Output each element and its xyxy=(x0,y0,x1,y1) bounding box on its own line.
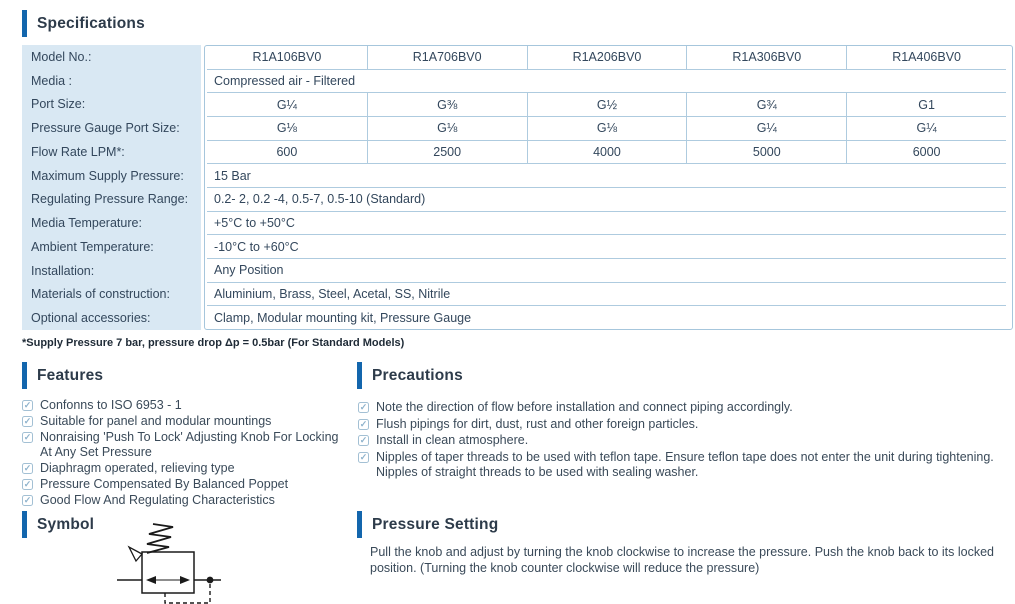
heading-accent-bar xyxy=(22,362,27,389)
checkbox-icon: ✓ xyxy=(23,416,32,426)
section-title-features: Features xyxy=(37,366,104,384)
list-item xyxy=(358,450,1014,481)
table-row xyxy=(207,141,1006,165)
spec-data-area xyxy=(204,45,1013,330)
feature-text: Diaphragm operated, relieving type xyxy=(40,461,235,475)
section-title-pressure-setting: Pressure Setting xyxy=(372,515,499,533)
precautions-heading xyxy=(357,362,463,389)
spec-row-label: Installation: xyxy=(31,263,95,278)
feature-text: Confonns to ISO 6953 - 1 xyxy=(40,398,182,412)
checkbox-icon: ✓ xyxy=(23,463,32,473)
table-cell: G½ xyxy=(527,93,687,116)
pressure-setting-text: Pull the knob and adjust by turning the knob clockwise to increase the pressure. Push the knob back to its locked position. (Turning the knob counter clockwise will reduce the pressure) xyxy=(370,545,994,575)
table-cell: +5°C to +50°C xyxy=(214,216,295,231)
list-item xyxy=(358,417,1014,433)
table-cell: G¼ xyxy=(686,117,846,140)
table-cell: G⅛ xyxy=(527,117,687,140)
checkbox-icon: ✓ xyxy=(23,495,32,505)
checkbox-icon: ✓ xyxy=(23,479,32,489)
specifications-table xyxy=(22,45,1013,330)
list-item xyxy=(22,398,350,413)
table-cell: G¼ xyxy=(846,117,1006,140)
heading-accent-bar xyxy=(357,511,362,538)
table-cell: G⅛ xyxy=(276,121,297,136)
table-row xyxy=(207,46,1006,70)
table-row xyxy=(207,188,1006,212)
list-item xyxy=(358,433,1014,449)
table-row xyxy=(207,259,1006,283)
table-cell: R1A106BV0 xyxy=(252,50,322,65)
table-cell: R1A706BV0 xyxy=(367,46,527,69)
table-row xyxy=(207,306,1006,329)
table-cell: 0.2- 2, 0.2 -4, 0.5-7, 0.5-10 (Standard) xyxy=(214,192,426,207)
table-cell: G¾ xyxy=(686,93,846,116)
heading-accent-bar xyxy=(22,511,27,538)
table-cell: Aluminium, Brass, Steel, Acetal, SS, Nitrile xyxy=(214,287,451,302)
checkbox-icon: ✓ xyxy=(359,451,368,462)
feature-text: Nonraising 'Push To Lock' Adjusting Knob For Locking At Any Set Pressure xyxy=(40,430,339,459)
table-row xyxy=(207,70,1006,94)
precaution-text: Note the direction of flow before installation and connect piping accordingly. xyxy=(376,400,793,414)
section-title-specifications: Specifications xyxy=(37,14,145,32)
symbol-heading xyxy=(22,511,94,538)
list-item xyxy=(358,400,1014,416)
features-heading xyxy=(22,362,103,389)
table-cell: G1 xyxy=(846,93,1006,116)
precaution-text: Install in clean atmosphere. xyxy=(376,433,529,447)
table-row xyxy=(207,212,1006,236)
heading-accent-bar xyxy=(22,10,27,37)
list-item xyxy=(22,414,350,429)
spec-row-label: Ambient Temperature: xyxy=(31,239,154,254)
spec-row-label: Media Temperature: xyxy=(31,216,142,231)
spec-label-column xyxy=(22,45,201,330)
spec-row-label: Model No.: xyxy=(31,49,92,64)
table-cell: 2500 xyxy=(367,141,527,164)
spec-row-label: Materials of construction: xyxy=(31,287,170,302)
table-cell: Clamp, Modular mounting kit, Pressure Gauge xyxy=(214,310,472,325)
table-cell: G¼ xyxy=(276,97,297,112)
spec-row-label: Maximum Supply Pressure: xyxy=(31,168,184,183)
table-cell: R1A206BV0 xyxy=(527,46,687,69)
table-cell: G⅜ xyxy=(367,93,527,116)
spec-row-label: Flow Rate LPM*: xyxy=(31,144,125,159)
table-cell: 5000 xyxy=(686,141,846,164)
table-row xyxy=(207,164,1006,188)
feature-text: Suitable for panel and modular mountings xyxy=(40,414,272,428)
section-title-symbol: Symbol xyxy=(37,515,95,533)
table-cell: R1A306BV0 xyxy=(686,46,846,69)
table-cell: G⅛ xyxy=(367,117,527,140)
checkbox-icon: ✓ xyxy=(23,432,32,442)
table-cell: 600 xyxy=(276,145,298,160)
precautions-list xyxy=(358,400,1014,482)
table-cell: -10°C to +60°C xyxy=(214,239,299,254)
list-item xyxy=(22,430,350,460)
table-cell: R1A406BV0 xyxy=(846,46,1006,69)
table-row xyxy=(207,235,1006,259)
table-cell: 6000 xyxy=(846,141,1006,164)
table-row xyxy=(207,283,1006,307)
spec-row-label: Media : xyxy=(31,73,72,88)
spec-row-label: Regulating Pressure Range: xyxy=(31,192,189,207)
list-item xyxy=(22,477,350,492)
precaution-text: Flush pipings for dirt, dust, rust and other foreign particles. xyxy=(376,416,699,431)
spec-row-label: Pressure Gauge Port Size: xyxy=(31,121,180,136)
checkbox-icon: ✓ xyxy=(359,418,368,429)
table-cell: Compressed air - Filtered xyxy=(214,74,356,88)
table-cell: 15 Bar xyxy=(214,168,251,183)
table-cell: 4000 xyxy=(527,141,687,164)
list-item xyxy=(22,493,350,508)
section-title-precautions: Precautions xyxy=(372,366,463,384)
regulator-symbol xyxy=(103,521,233,604)
feature-text: Good Flow And Regulating Characteristics xyxy=(40,493,275,507)
table-footnote: *Supply Pressure 7 bar, pressure drop Δp = 0.5bar (For Standard Models) xyxy=(22,337,405,349)
pressure-setting-heading xyxy=(357,511,498,538)
checkbox-icon: ✓ xyxy=(23,400,32,410)
checkbox-icon: ✓ xyxy=(359,435,368,445)
checkbox-icon: ✓ xyxy=(359,402,368,412)
features-list xyxy=(22,398,350,509)
spec-row-label: Port Size: xyxy=(31,97,86,112)
specifications-heading xyxy=(22,10,145,37)
heading-accent-bar xyxy=(357,362,362,389)
table-cell: Any Position xyxy=(214,263,284,278)
table-row xyxy=(207,117,1006,141)
precaution-text: Nipples of taper threads to be used with teflon tape. Ensure teflon tape does not enter the unit during tightening. Nipples of straight threads to be used with sealing washer. xyxy=(376,449,994,479)
list-item xyxy=(22,461,350,476)
spec-row-label: Optional accessories: xyxy=(31,311,151,326)
feature-text: Pressure Compensated By Balanced Poppet xyxy=(40,477,289,491)
table-row xyxy=(207,93,1006,117)
